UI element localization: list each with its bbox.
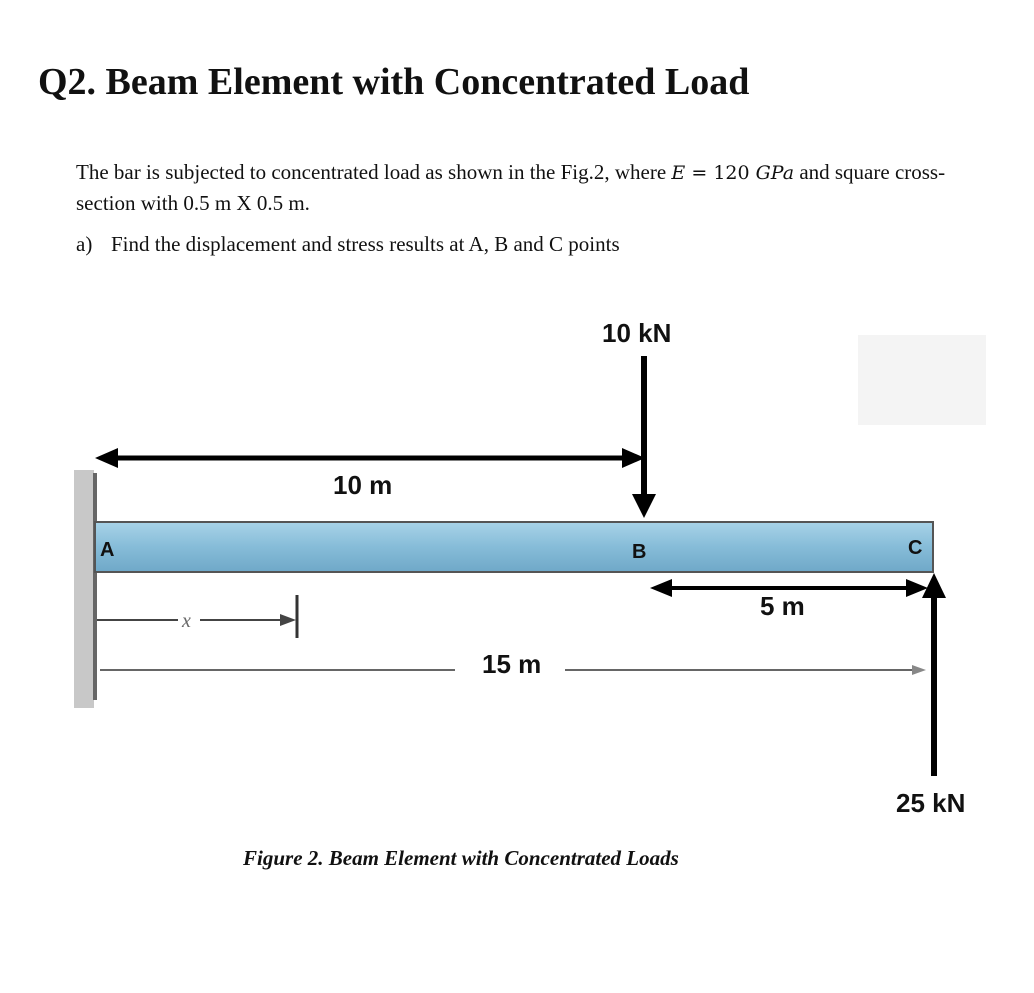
point-b-label: B	[632, 541, 647, 563]
load-10kn-label: 10 kN	[602, 318, 672, 348]
dim-bc-label: 5 m	[760, 591, 805, 621]
question-a-text: Find the displacement and stress results at A, B and C points	[111, 232, 620, 256]
beam	[95, 522, 933, 572]
load-25kn-arrowhead	[922, 573, 946, 598]
modulus-unit: GPa	[755, 162, 795, 184]
x-coordinate-arrowhead	[280, 614, 296, 626]
problem-text-after: and square cross-section with 0.5 m X 0.5 m.	[76, 160, 946, 215]
modulus-symbol: E	[671, 162, 686, 184]
figure-caption: Figure 2. Beam Element with Concentrated Loads	[243, 846, 679, 870]
point-a-label: A	[100, 539, 115, 561]
question-title: Q2. Beam Element with Concentrated Load	[38, 61, 750, 103]
load-10kn-arrowhead	[632, 494, 656, 518]
question-a-label: a)	[76, 232, 93, 256]
wall-support-shade	[74, 470, 94, 708]
modulus-value: 120	[713, 162, 750, 184]
dim-ab-label: 10 m	[333, 470, 393, 500]
dim-total-arrowhead	[912, 665, 926, 675]
point-c-label: C	[908, 537, 923, 559]
dim-total-label: 15 m	[482, 649, 542, 679]
dim-bc-arrowhead-left	[650, 579, 672, 597]
background-smudge	[858, 335, 986, 425]
dim-ab-arrowhead-left	[95, 448, 118, 468]
x-coordinate-label: x	[182, 610, 191, 632]
equals-sign: =	[691, 162, 708, 184]
load-25kn-label: 25 kN	[896, 788, 966, 818]
problem-text-before: The bar is subjected to concentrated load as shown in the Fig.2, where	[76, 160, 672, 184]
